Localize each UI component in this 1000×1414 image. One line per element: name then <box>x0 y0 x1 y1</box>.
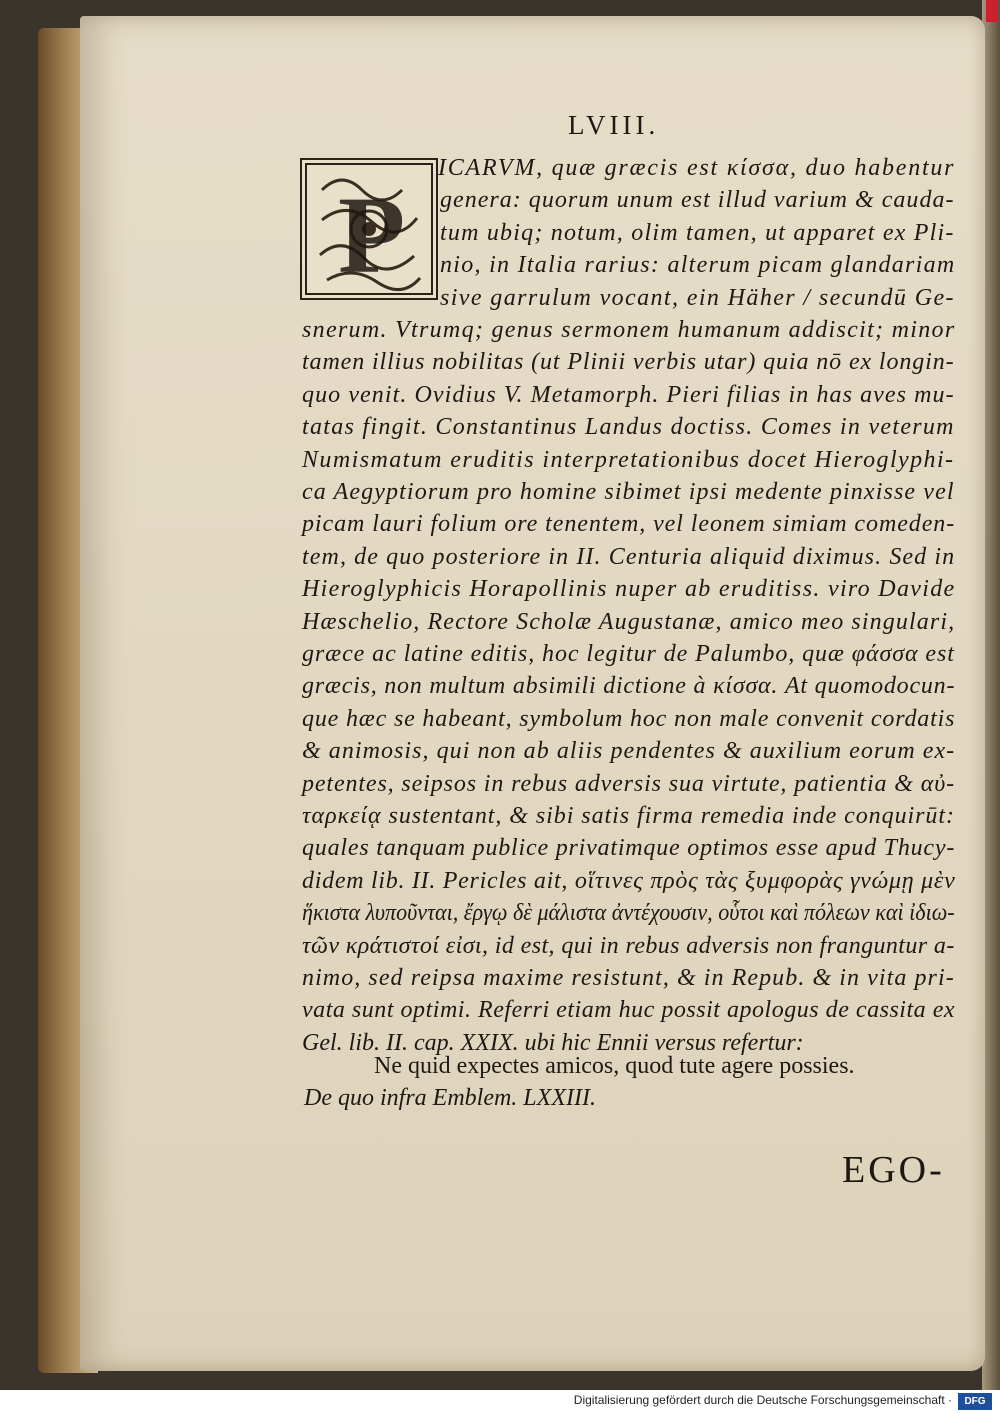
text-line: & animosis, qui non ab aliis pendentes & auxilium eorum ex- <box>302 738 956 765</box>
svg-text:P: P <box>338 174 406 296</box>
text-line: Hieroglyphicis Horapollinis nuper ab eruditiss. viro Davide <box>302 576 956 603</box>
ornament-initial-icon <box>302 160 436 298</box>
page-number: LVIII. <box>568 110 660 140</box>
text-line: ταρκείᾳ sustentant, & sibi satis firma remedia inde conquirūt: <box>302 803 955 829</box>
text-line: genera: quorum unum est illud varium & cauda- <box>440 187 955 214</box>
text-line: tem, de quo posteriore in II. Centuria aliquid diximus. Sed in <box>302 543 956 570</box>
text-line: græcis, non multum absimili dictione à κίσσα. At quomodocun- <box>302 673 956 700</box>
text-line: vata sunt optimi. Referri etiam huc possit apologus de cassita ex <box>302 997 956 1024</box>
closing-line: De quo infra Emblem. LXXIII. <box>304 1085 596 1111</box>
text-line: tatas fingit. Constantinus Landus doctiss. Comes in veterum <box>302 414 955 441</box>
text-line: ἥκιστα λυποῦνται, ἔργῳ δὲ μάλιστα ἀντέχουσιν, οὗτοι καὶ πόλεων καὶ ἰδιω- <box>302 900 955 927</box>
text-line: que hæc se habeant, symbolum hoc non male convenit cordatis <box>302 705 956 732</box>
decorated-initial <box>300 158 438 300</box>
text-line: quo venit. Ovidius V. Metamorph. Pieri filias in has aves mu- <box>302 381 955 408</box>
text-line: nio, in Italia rarius: alterum picam glandariam <box>440 252 956 279</box>
dfg-logo-icon: DFG <box>958 1393 992 1410</box>
text-line: snerum. Vtrumq; genus sermonem humanum addiscit; minor <box>302 317 956 343</box>
text-line: Numismatum eruditis interpretationibus docet Hieroglyphi- <box>302 446 955 473</box>
text-line: petentes, seipsos in rebus adversis sua virtute, patientia & αὐ- <box>302 770 955 797</box>
text-line: τῶν κράτιστοί εἰσι, id est, qui in rebus adversis non franguntur a- <box>302 932 955 959</box>
text-line: Hæschelio, Rectore Scholæ Augustanæ, amico meo singulari, <box>302 608 956 635</box>
ribbon-marker <box>986 0 998 22</box>
catchword: EGO- <box>842 1149 945 1191</box>
text-line: ICARVM, quæ græcis est κίσσα, duo habentur <box>438 155 956 181</box>
text-line: tamen illius nobilitas (ut Plinii verbis utar) quia nō ex longin- <box>302 349 955 376</box>
text-line: ca Aegyptiorum pro homine sibimet ipsi medente pinxisse vel <box>302 479 955 505</box>
text-line: didem lib. II. Pericles ait, οἵτινες πρὸς τὰς ξυμφορὰς γνώμῃ μὲν <box>302 867 956 894</box>
text-line: græce ac latine editis, hoc legitur de Palumbo, quæ φάσσα est <box>302 641 955 667</box>
text-line: sive garrulum vocant, ein Häher / secundū Ge- <box>440 284 955 311</box>
text-line: Gel. lib. II. cap. XXIX. ubi hic Ennii versus refertur: <box>302 1029 804 1056</box>
text-line: tum ubiq; notum, olim tamen, ut apparet ex Pli- <box>440 219 955 246</box>
text-line: picam lauri folium ore tenentem, vel leonem simiam comeden- <box>302 511 956 538</box>
text-line: nimo, sed reipsa maxime resistunt, & in Repub. & in vita pri- <box>302 965 955 991</box>
text-line: quales tanquam publice privatimque optimos esse apud Thucy- <box>302 835 956 862</box>
funding-note: Digitalisierung gefördert durch die Deutsche Forschungsgemeinschaft · <box>573 1393 952 1407</box>
verse-line: Ne quid expectes amicos, quod tute agere possies. <box>374 1053 855 1079</box>
footer-bar <box>0 1390 1000 1414</box>
